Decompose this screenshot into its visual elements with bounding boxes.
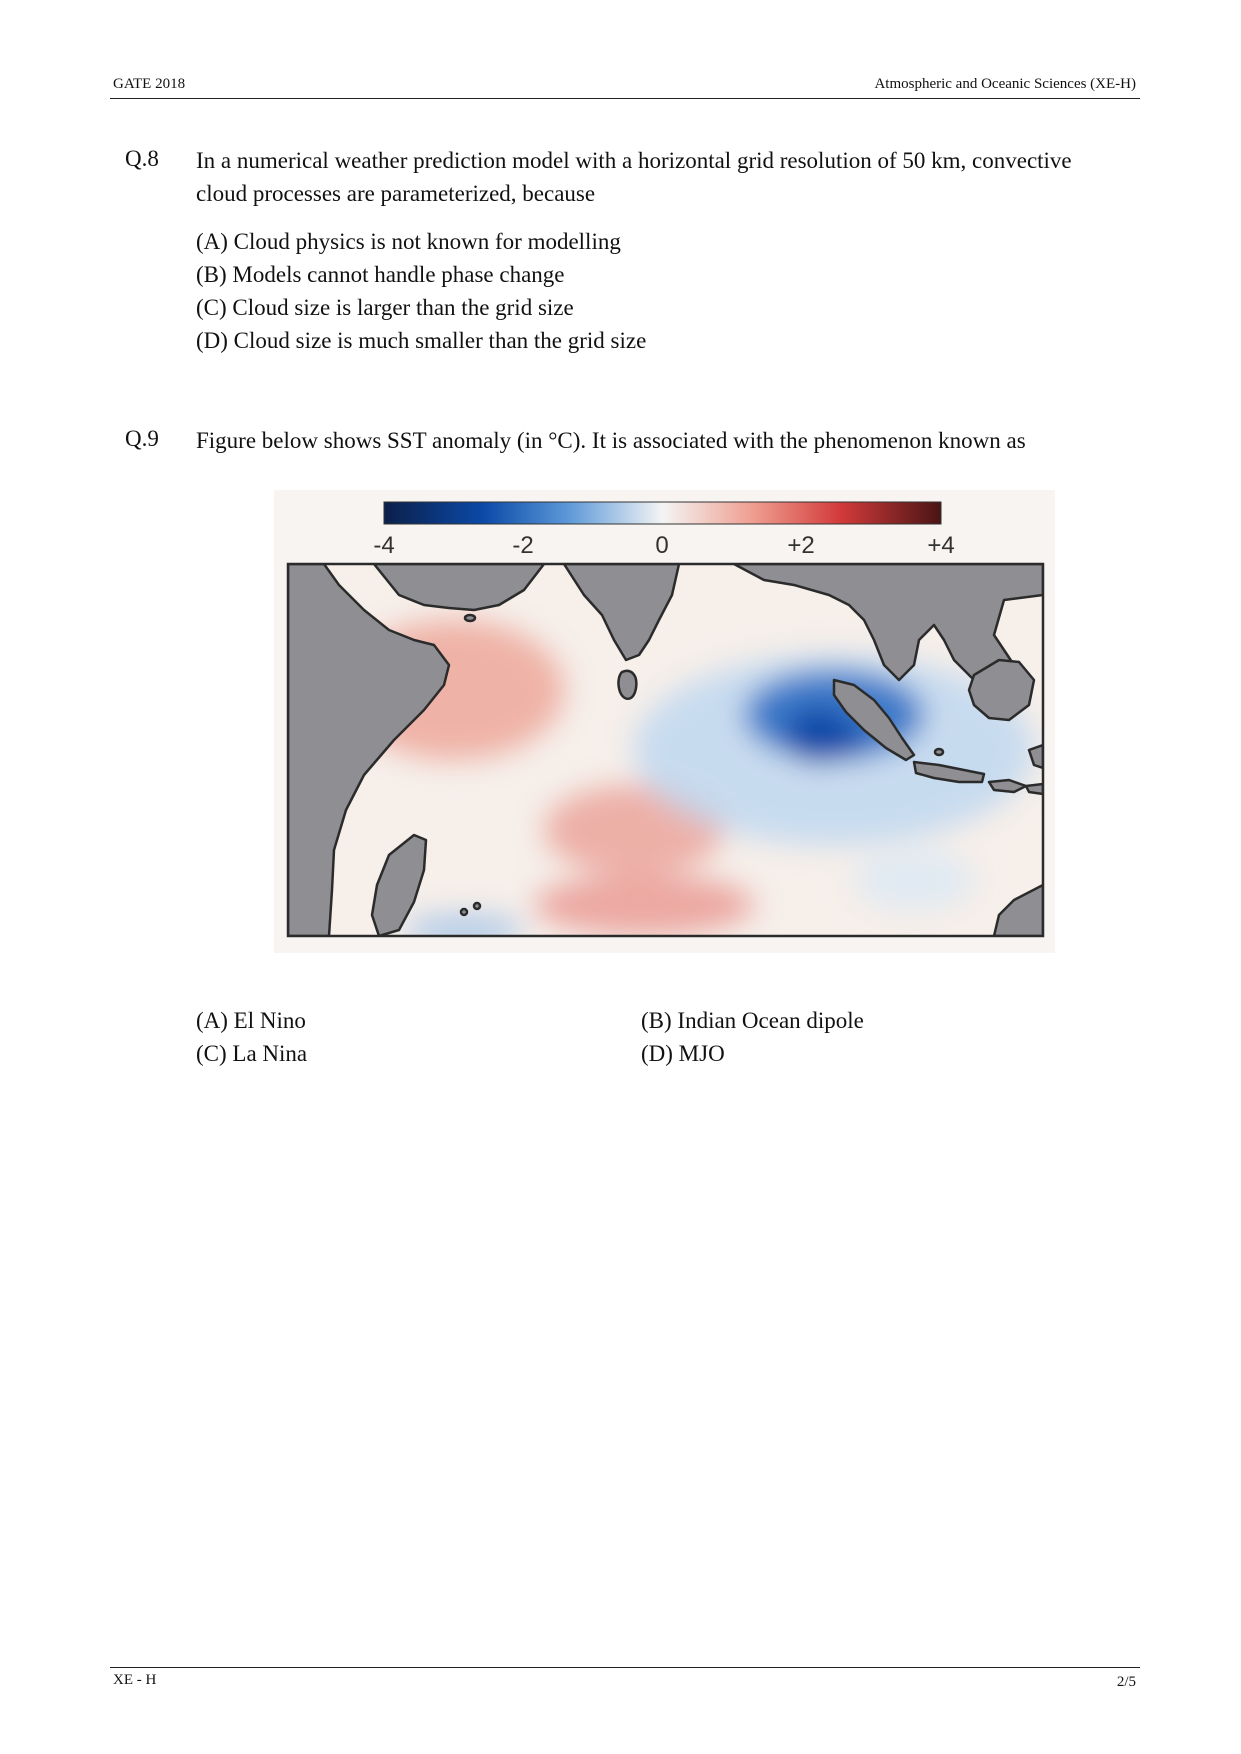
paper-code: XE - H (113, 1672, 157, 1688)
island (474, 903, 480, 909)
exam-name: GATE 2018 (113, 76, 186, 92)
q9-option-a: (A) El Nino (196, 1008, 306, 1033)
q9-option-b: (B) Indian Ocean dipole (641, 1008, 864, 1033)
question-text-8: In a numerical weather prediction model with a horizontal grid resolution of 50 km, convective cloud processes are parameterized, because (196, 148, 1072, 206)
map-area (288, 564, 1043, 945)
colorbar-tick-label: -2 (512, 532, 534, 559)
sst-anomaly-figure (274, 490, 1055, 953)
colorbar-tick-label: +2 (787, 532, 815, 559)
q8-option-a: (A) Cloud physics is not known for modelling (196, 229, 621, 254)
colorbar (384, 502, 941, 524)
timor-landmass (1026, 784, 1043, 794)
q8-option-d: (D) Cloud size is much smaller than the grid size (196, 328, 647, 353)
colorbar-tick-label: 0 (655, 532, 669, 559)
sri-lanka-landmass (618, 671, 636, 699)
page-number: 2/5 (1116, 1674, 1136, 1690)
colorbar-tick-label: -4 (373, 532, 395, 559)
sst-anomaly-map (274, 490, 1055, 953)
paper-name: Atmospheric and Oceanic Sciences (XE-H) (874, 76, 1136, 92)
q8-option-b: (B) Models cannot handle phase change (196, 262, 565, 287)
q8-option-c: (C) Cloud size is larger than the grid size (196, 295, 574, 320)
question-number-8: Q.8 (125, 146, 159, 171)
island (935, 749, 943, 755)
colorbar-tick-label: +4 (927, 532, 955, 559)
island (465, 615, 475, 621)
page-header (110, 74, 1140, 99)
page-footer (110, 1667, 1140, 1692)
q9-option-d: (D) MJO (641, 1041, 725, 1066)
island (461, 909, 467, 915)
q9-option-c: (C) La Nina (196, 1041, 308, 1066)
question-number-9: Q.9 (125, 426, 159, 451)
question-text-9: Figure below shows SST anomaly (in °C). It is associated with the phenomenon known as (196, 428, 1026, 453)
